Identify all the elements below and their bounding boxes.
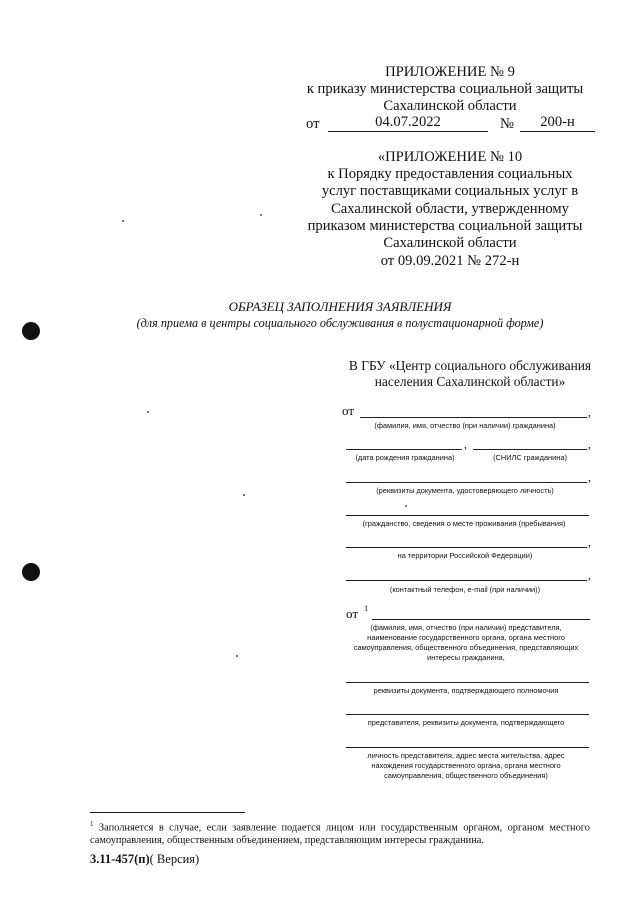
- caption-rep-doc: представителя, реквизиты документа, подтверждающего: [367, 718, 565, 727]
- authority-doc-field-line[interactable]: [346, 682, 589, 683]
- caption-fio: (фамилия, имя, отчество (при наличии) гражданина): [374, 421, 556, 430]
- scan-speck: [236, 655, 238, 657]
- address-field-line[interactable]: [346, 747, 589, 748]
- addressee-line1: В ГБУ «Центр социального обслуживания: [348, 358, 592, 373]
- addressee-line2: населения Сахалинской области»: [374, 374, 566, 389]
- caption-authority-doc: реквизиты документа, подтверждающего полномочия: [373, 686, 559, 695]
- appendix-9-num-sign: №: [500, 116, 514, 132]
- caption-rep-2: наименование государственного органа, органа местного: [367, 633, 565, 642]
- version-label: ( Версия): [149, 852, 200, 866]
- version-code: [90, 852, 199, 867]
- caption-contact: (контактный телефон, e-mail (при наличии)): [389, 585, 541, 594]
- caption-birth-date: (дата рождения гражданина): [355, 453, 455, 462]
- scan-speck: [243, 494, 245, 496]
- appendix-9-from-label: от: [306, 116, 320, 132]
- territory-field-line[interactable]: [346, 547, 587, 548]
- footnote-mark: 1: [90, 820, 94, 828]
- appendix-9-number: 200-н: [520, 114, 595, 132]
- scan-speck: [405, 505, 407, 507]
- appendix-10-line4: приказом министерства социальной защиты: [307, 218, 583, 234]
- appendix-9-title: ПРИЛОЖЕНИЕ № 9: [385, 64, 515, 80]
- version-code-number: 3.11-457(п): [90, 852, 150, 866]
- from-representative-label: от: [346, 606, 359, 621]
- comma: ,: [588, 405, 591, 419]
- caption-citizenship: (гражданство, сведения о месте проживания (пребывания): [362, 519, 566, 528]
- comma: ,: [464, 437, 467, 451]
- footnote-mark-superscript: 1: [364, 603, 369, 613]
- snils-field-line[interactable]: [473, 449, 587, 450]
- representative-field-line[interactable]: [372, 619, 590, 620]
- appendix-10-line5: Сахалинской области: [383, 235, 517, 251]
- citizenship-field-line[interactable]: [346, 515, 589, 516]
- appendix-9-line1: к приказу министерства социальной защиты: [306, 81, 584, 97]
- caption-rep-4: интересы гражданина,: [427, 653, 505, 662]
- caption-address-3: самоуправления, общественного объединения): [384, 771, 548, 780]
- punch-hole-top-icon: [22, 322, 40, 340]
- scan-speck: [147, 411, 149, 413]
- caption-rep-1: (фамилия, имя, отчество (при наличии) представителя,: [370, 623, 562, 632]
- birth-date-field-line[interactable]: [346, 449, 462, 450]
- identity-doc-field-line[interactable]: [346, 482, 587, 483]
- caption-rep-3: самоуправления, общественного объединения, представляющих: [353, 643, 579, 652]
- appendix-10-line1: к Порядку предоставления социальных: [327, 166, 573, 182]
- footnote: [90, 818, 590, 847]
- appendix-10-title: «ПРИЛОЖЕНИЕ № 10: [377, 149, 523, 165]
- footnote-separator: [90, 812, 245, 813]
- appendix-9-date: 04.07.2022: [328, 114, 488, 132]
- punch-hole-bottom-icon: [22, 563, 40, 581]
- caption-address-1: личность представителя, адрес места жительства, адрес: [367, 751, 565, 760]
- comma: ,: [588, 437, 591, 451]
- caption-territory: на территории Российской Федерации): [397, 551, 533, 560]
- appendix-10-line2: услуг поставщиками социальных услуг в: [321, 183, 579, 199]
- caption-identity-doc: (реквизиты документа, удостоверяющего личность): [376, 486, 554, 495]
- from-label: от: [342, 403, 355, 418]
- fio-field-line[interactable]: [360, 417, 587, 418]
- sample-subtitle: (для приема в центры социального обслуживания в полустационарной форме): [136, 316, 544, 330]
- sample-title: ОБРАЗЕЦ ЗАПОЛНЕНИЯ ЗАЯВЛЕНИЯ: [228, 299, 452, 314]
- appendix-9-line2: Сахалинской области: [383, 98, 517, 114]
- rep-doc-field-line[interactable]: [346, 714, 589, 715]
- caption-address-2: нахождения государственного органа, органа местного: [371, 761, 561, 770]
- scan-speck: [260, 214, 262, 216]
- footnote-text: Заполняется в случае, если заявление подается лицом или государственным органом, органом местного самоуправления, общественным объединением, представляющим интересы гражданина.: [90, 822, 590, 847]
- caption-snils: (СНИЛС гражданина): [493, 453, 567, 462]
- comma: ,: [588, 470, 591, 484]
- comma: ,: [588, 535, 591, 549]
- contact-field-line[interactable]: [346, 580, 587, 581]
- appendix-10-line3: Сахалинской области, утвержденному: [331, 201, 569, 217]
- scan-speck: [122, 220, 124, 222]
- appendix-10-line6: от 09.09.2021 № 272-н: [380, 253, 520, 269]
- comma: ,: [588, 568, 591, 582]
